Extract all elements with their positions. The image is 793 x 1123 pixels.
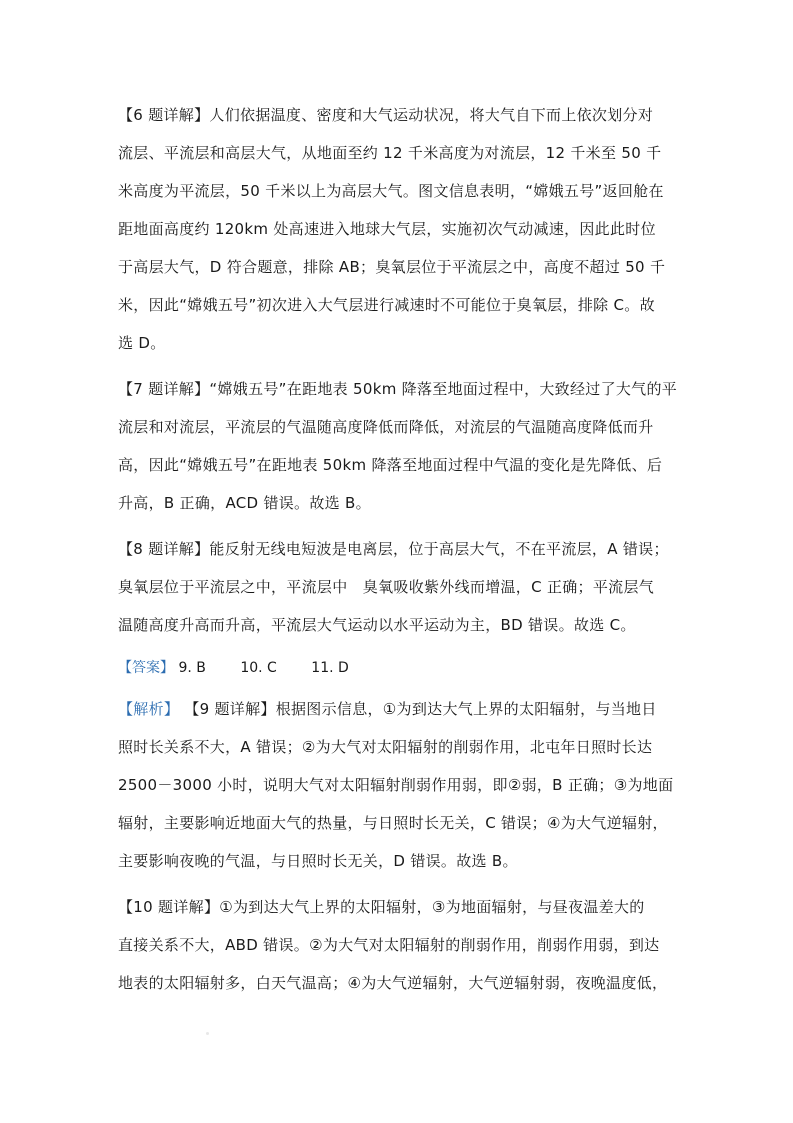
q10-line: 直接关系不大，ABD 错误。②为大气对太阳辐射的削弱作用，削弱作用弱，到达 bbox=[118, 936, 660, 954]
q10-line: 地表的太阳辐射多，白天气温高；④为大气逆辐射，大气逆辐射弱，夜晚温度低， bbox=[118, 974, 668, 992]
answer-label: 【答案】 bbox=[118, 660, 174, 676]
q8-line: 温随高度升高而升高，平流层大气运动以水平运动为主，BD 错误。故选 C。 bbox=[118, 616, 636, 634]
q9-line: 【9 题详解】根据图示信息，①为到达大气上界的太阳辐射，与当地日 bbox=[184, 700, 657, 718]
q6-explanation bbox=[118, 96, 688, 362]
q8-line: 臭氧层位于平流层之中，平流层中 臭氧吸收紫外线而增温，C 正确；平流层气 bbox=[118, 578, 655, 596]
scan-speck bbox=[206, 1032, 209, 1035]
q6-line: 选 D。 bbox=[118, 334, 166, 352]
q9-line: 辐射，主要影响近地面大气的热量，与日照时长无关，C 错误；④为大气逆辐射， bbox=[118, 814, 668, 832]
answer-value: 11. D bbox=[311, 660, 349, 676]
q7-line: 流层和对流层，平流层的气温随高度降低而降低，对流层的气温随高度降低而升 bbox=[118, 418, 654, 436]
answer-row bbox=[118, 652, 688, 684]
q7-line: 高，因此“嫦娥五号”在距地表 50km 降落至地面过程中气温的变化是先降低、后 bbox=[118, 456, 663, 474]
q9-line: 2500－3000 小时，说明大气对太阳辐射削弱作用弱，即②弱，B 正确；③为地面 bbox=[118, 776, 674, 794]
q9-first-line bbox=[118, 690, 688, 728]
q6-line: 流层、平流层和高层大气，从地面至约 12 千米高度为对流层，12 千米至 50 千 bbox=[118, 144, 662, 162]
analysis-label: 【解析】 bbox=[118, 700, 180, 718]
q8-line: 【8 题详解】能反射无线电短波是电离层，位于高层大气，不在平流层，A 错误； bbox=[118, 540, 669, 558]
q8-explanation bbox=[118, 530, 688, 644]
answer-explanations bbox=[118, 96, 688, 1010]
q7-line: 升高，B 正确，ACD 错误。故选 B。 bbox=[118, 494, 371, 512]
q6-line: 距地面高度约 120km 处高速进入地球大气层，实施初次气动减速，因此此时位 bbox=[118, 220, 656, 238]
q10-explanation bbox=[118, 888, 688, 1002]
q6-line: 于高层大气，D 符合题意，排除 AB；臭氧层位于平流层之中，高度不超过 50 千 bbox=[118, 258, 666, 276]
q9-line: 主要影响夜晚的气温，与日照时长无关，D 错误。故选 B。 bbox=[118, 852, 518, 870]
answer-value: 10. C bbox=[240, 660, 277, 676]
q6-line: 米，因此“嫦娥五号”初次进入大气层进行减速时不可能位于臭氧层，排除 C。故 bbox=[118, 296, 655, 314]
q9-line: 照时长关系不大，A 错误；②为大气对太阳辐射的削弱作用，北屯年日照时长达 bbox=[118, 738, 653, 756]
q10-line: 【10 题详解】①为到达大气上界的太阳辐射，③为地面辐射，与昼夜温差大的 bbox=[118, 898, 645, 916]
q7-line: 【7 题详解】“嫦娥五号”在距地表 50km 降落至地面过程中，大致经过了大气的平 bbox=[118, 380, 678, 398]
q7-explanation bbox=[118, 370, 688, 522]
q6-line: 米高度为平流层，50 千米以上为高层大气。图文信息表明，“嫦娥五号”返回舱在 bbox=[118, 182, 664, 200]
answer-value: 9. B bbox=[178, 660, 206, 676]
q9-explanation bbox=[118, 690, 688, 880]
q6-line: 【6 题详解】人们依据温度、密度和大气运动状况，将大气自下而上依次划分对 bbox=[118, 106, 654, 124]
